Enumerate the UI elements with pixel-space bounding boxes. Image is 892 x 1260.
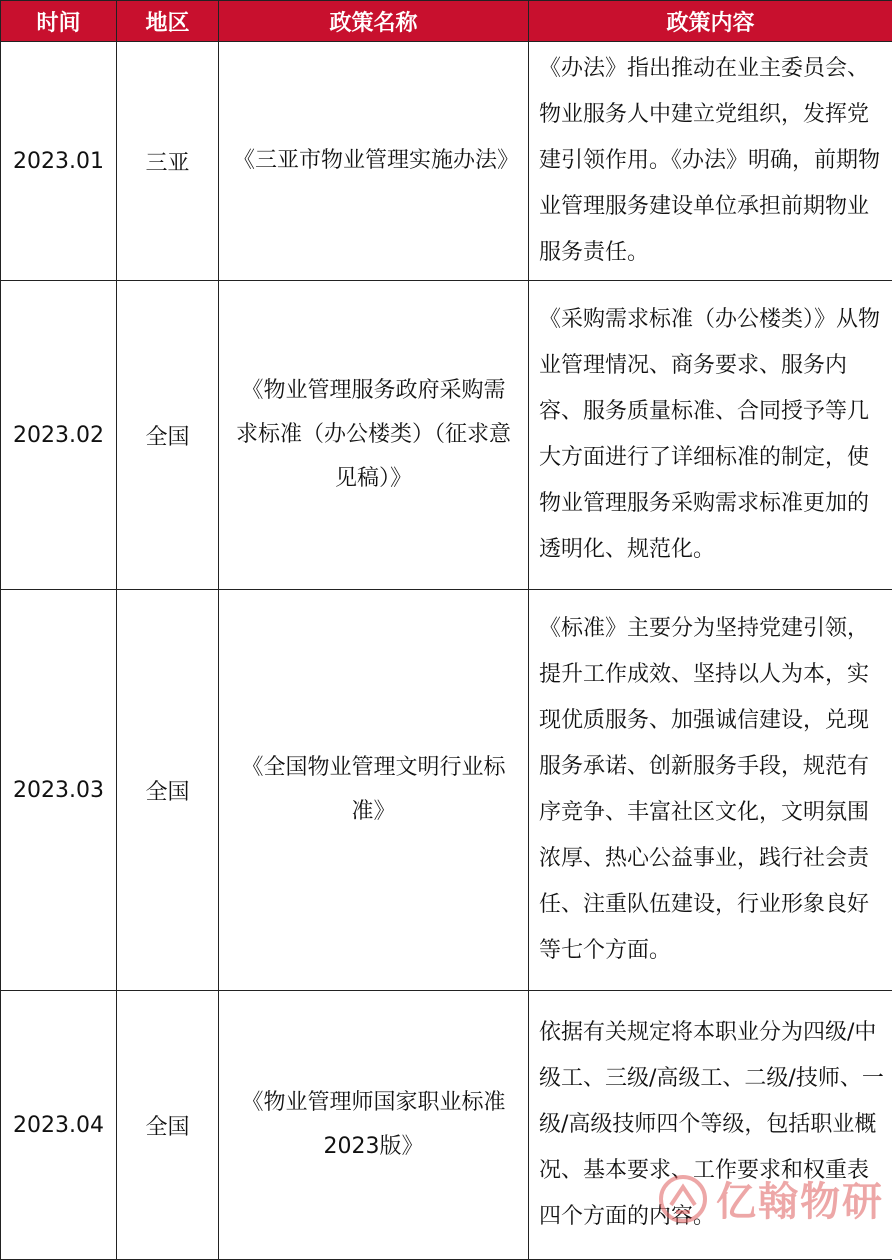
table-row [1, 42, 892, 281]
cell-region: 全国 [117, 281, 219, 590]
cell-time: 2023.03 [1, 590, 117, 991]
watermark-text: 亿翰物研 [716, 1170, 884, 1227]
cell-region: 三亚 [117, 42, 219, 281]
table-row [1, 991, 892, 1260]
table-header-row [1, 1, 892, 42]
header-region: 地区 [117, 1, 219, 42]
cell-time: 2023.02 [1, 281, 117, 590]
header-policy-name: 政策名称 [219, 1, 529, 42]
cell-region: 全国 [117, 991, 219, 1260]
cell-policy-content: 《标准》主要分为坚持党建引领，提升工作成效、坚持以人为本，实现优质服务、加强诚信建设，兑现服务承诺、创新服务手段，规范有序竞争、丰富社区文化，文明氛围浓厚、热心公益事业，践行社会责任、注重队伍建设，行业形象良好等七个方面。 [529, 590, 892, 991]
cell-time: 2023.04 [1, 991, 117, 1260]
cell-policy-content: 《采购需求标准（办公楼类）》从物业管理情况、商务要求、服务内容、服务质量标准、合同授予等几大方面进行了详细标准的制定，使物业管理服务采购需求标准更加的透明化、规范化。 [529, 281, 892, 590]
cell-policy-content: 《办法》指出推动在业主委员会、物业服务人中建立党组织，发挥党建引领作用。《办法》明确，前期物业管理服务建设单位承担前期物业服务责任。 [529, 42, 892, 281]
cell-policy-name: 《三亚市物业管理实施办法》 [219, 42, 529, 281]
cell-policy-name: 《全国物业管理文明行业标准》 [219, 590, 529, 991]
table-row [1, 281, 892, 590]
table-row [1, 590, 892, 991]
cell-policy-name: 《物业管理服务政府采购需求标准（办公楼类）（征求意见稿）》 [219, 281, 529, 590]
header-time: 时间 [1, 1, 117, 42]
cell-time: 2023.01 [1, 42, 117, 281]
cell-policy-name: 《物业管理师国家职业标准2023版》 [219, 991, 529, 1260]
cell-policy-content: 依据有关规定将本职业分为四级/中级工、三级/高级工、二级/技师、一级/高级技师四个等级，包括职业概况、基本要求、工作要求和权重表四个方面的内容。 [529, 991, 892, 1260]
cell-region: 全国 [117, 590, 219, 991]
header-policy-content: 政策内容 [529, 1, 892, 42]
